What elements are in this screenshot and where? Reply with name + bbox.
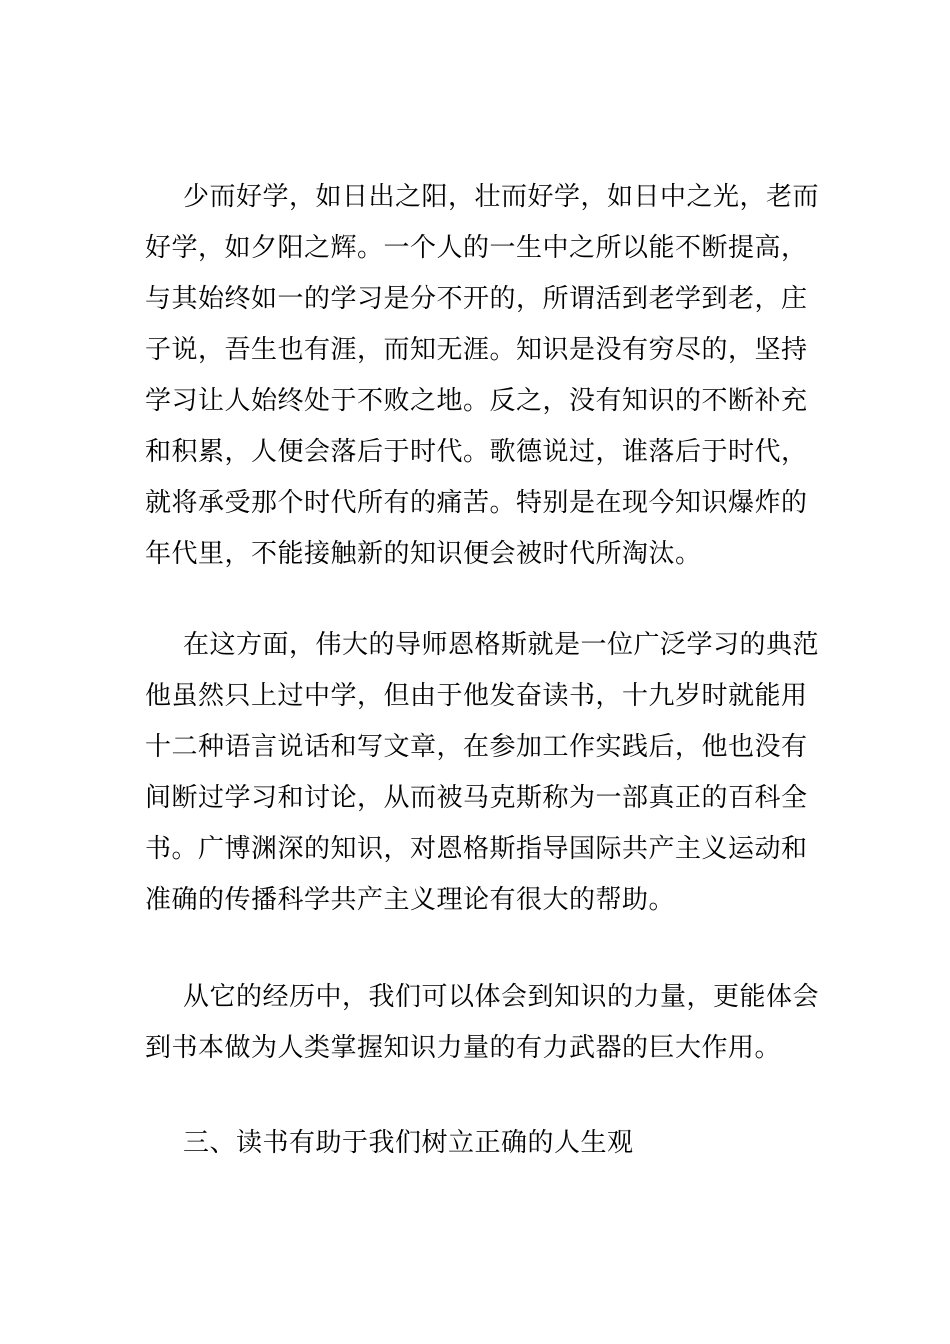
paragraph-line: 准确的传播科学共产主义理论有很大的帮助。 (145, 885, 676, 915)
paragraph-line: 间断过学习和讨论，从而被马克斯称为一部真正的百科全 (145, 783, 808, 813)
paragraph-line: 子说，吾生也有涯，而知无涯。知识是没有穷尽的，坚持 (145, 335, 808, 365)
paragraph-line: 十二种语言说话和写文章，在参加工作实践后，他也没有 (145, 732, 808, 762)
paragraph-line: 从它的经历中，我们可以体会到知识的力量，更能体会 (183, 982, 820, 1012)
section-heading (145, 1118, 815, 1169)
paragraph-line: 他虽然只上过中学，但由于他发奋读书，十九岁时就能用 (145, 681, 808, 711)
paragraph-line: 和积累，人便会落后于时代。歌德说过，谁落后于时代， (145, 437, 808, 467)
paragraph-engels-example (145, 620, 820, 926)
paragraph-line: 就将承受那个时代所有的痛苦。特别是在现今知识爆炸的 (145, 488, 808, 518)
paragraph-line: 在这方面，伟大的导师恩格斯就是一位广泛学习的典范 (183, 630, 820, 660)
paragraph-line: 到书本做为人类掌握知识力量的有力武器的巨大作用。 (145, 1033, 782, 1063)
paragraph-line: 好学，如夕阳之辉。一个人的一生中之所以能不断提高， (145, 233, 808, 263)
paragraph-line: 与其始终如一的学习是分不开的，所谓活到老学到老，庄 (145, 284, 808, 314)
section-heading-text: 三、读书有助于我们树立正确的人生观 (183, 1128, 634, 1158)
paragraph-power-of-knowledge (145, 972, 820, 1074)
paragraph-line: 少而好学，如日出之阳，壮而好学，如日中之光，老而 (183, 182, 820, 212)
paragraph-line: 学习让人始终处于不败之地。反之，没有知识的不断补充 (145, 386, 808, 416)
paragraph-lifelong-learning (145, 172, 820, 580)
paragraph-line: 书。广博渊深的知识，对恩格斯指导国际共产主义运动和 (145, 834, 808, 864)
paragraph-line: 年代里，不能接触新的知识便会被时代所淘汰。 (145, 539, 702, 569)
